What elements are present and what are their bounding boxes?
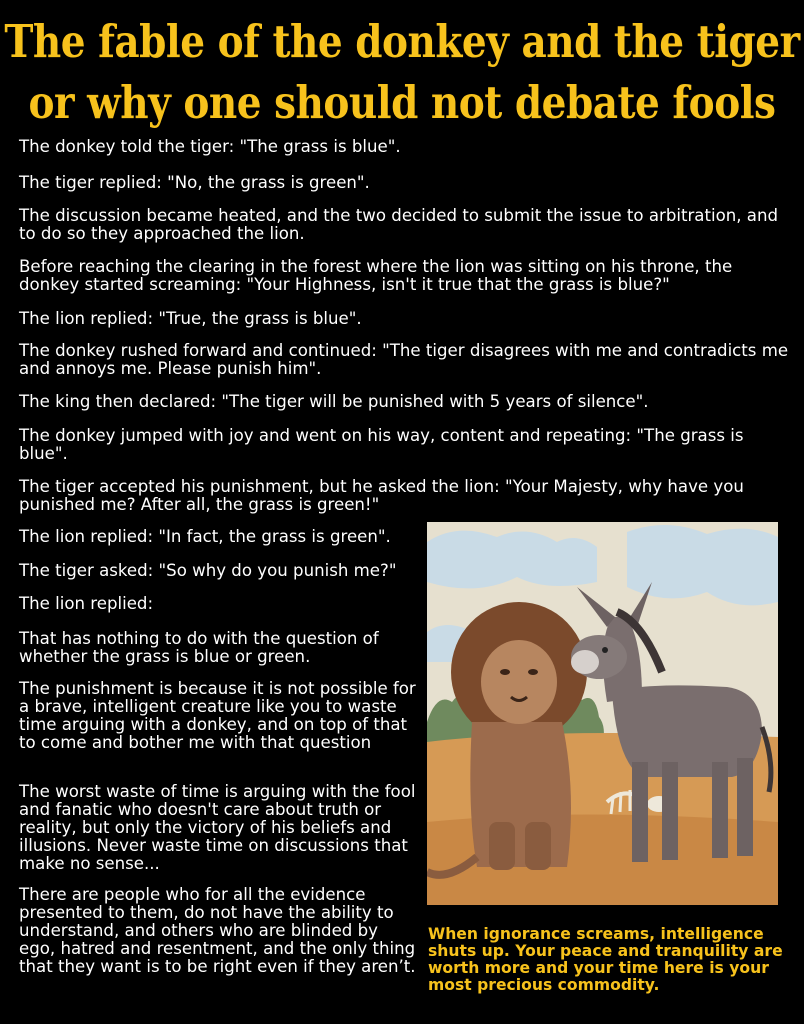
story-paragraph-2: The tiger replied: "No, the grass is green". bbox=[19, 173, 370, 192]
story-paragraph-4: Before reaching the clearing in the forest where the lion was sitting on his throne, the donkey started screaming: "Your Highness, isn't it true that the grass is blue?" bbox=[19, 257, 733, 294]
moral-caption: When ignorance screams, intelligence shuts up. Your peace and tranquility are worth more and your time here is your most precious commodity. bbox=[428, 925, 783, 994]
story-paragraph-12: The lion replied: bbox=[19, 594, 154, 613]
story-paragraph-1: The donkey told the tiger: "The grass is blue". bbox=[19, 137, 401, 156]
story-paragraph-16: There are people who for all the evidence presented to them, do not have the ability to understand, and others who are blinded by ego, hatred and resentment, and the only thing that they want is to be right even if they aren’t. bbox=[19, 885, 416, 976]
story-paragraph-15: The worst waste of time is arguing with the fool and fanatic who doesn't care about truth or reality, but only the victory of his beliefs and illusions. Never waste time on discussions that make no sense... bbox=[19, 782, 416, 873]
story-paragraph-14: The punishment is because it is not possible for a brave, intelligent creature like you to waste time arguing with a donkey, and on top of that to come and bother me with that question bbox=[19, 679, 416, 752]
story-paragraph-13: That has nothing to do with the question of whether the grass is blue or green. bbox=[19, 629, 379, 666]
title-line-1: The fable of the donkey and the tiger bbox=[4, 15, 800, 69]
title-line-2: or why one should not debate fools bbox=[28, 76, 776, 130]
lion-and-donkey-illustration bbox=[427, 522, 778, 905]
story-paragraph-7: The king then declared: "The tiger will be punished with 5 years of silence". bbox=[19, 392, 649, 411]
story-paragraph-9: The tiger accepted his punishment, but he asked the lion: "Your Majesty, why have you punished me? After all, the grass is green!" bbox=[19, 477, 744, 514]
story-paragraph-11: The tiger asked: "So why do you punish me?" bbox=[19, 561, 397, 580]
page-title bbox=[0, 12, 804, 134]
story-paragraph-10: The lion replied: "In fact, the grass is green". bbox=[19, 527, 391, 546]
story-paragraph-8: The donkey jumped with joy and went on his way, content and repeating: "The grass is blue". bbox=[19, 426, 744, 463]
story-paragraph-5: The lion replied: "True, the grass is blue". bbox=[19, 309, 362, 328]
story-paragraph-6: The donkey rushed forward and continued: "The tiger disagrees with me and contradicts me and annoys me. Please punish him". bbox=[19, 341, 789, 378]
story-paragraph-3: The discussion became heated, and the two decided to submit the issue to arbitration, and to do so they approached the lion. bbox=[19, 206, 779, 243]
